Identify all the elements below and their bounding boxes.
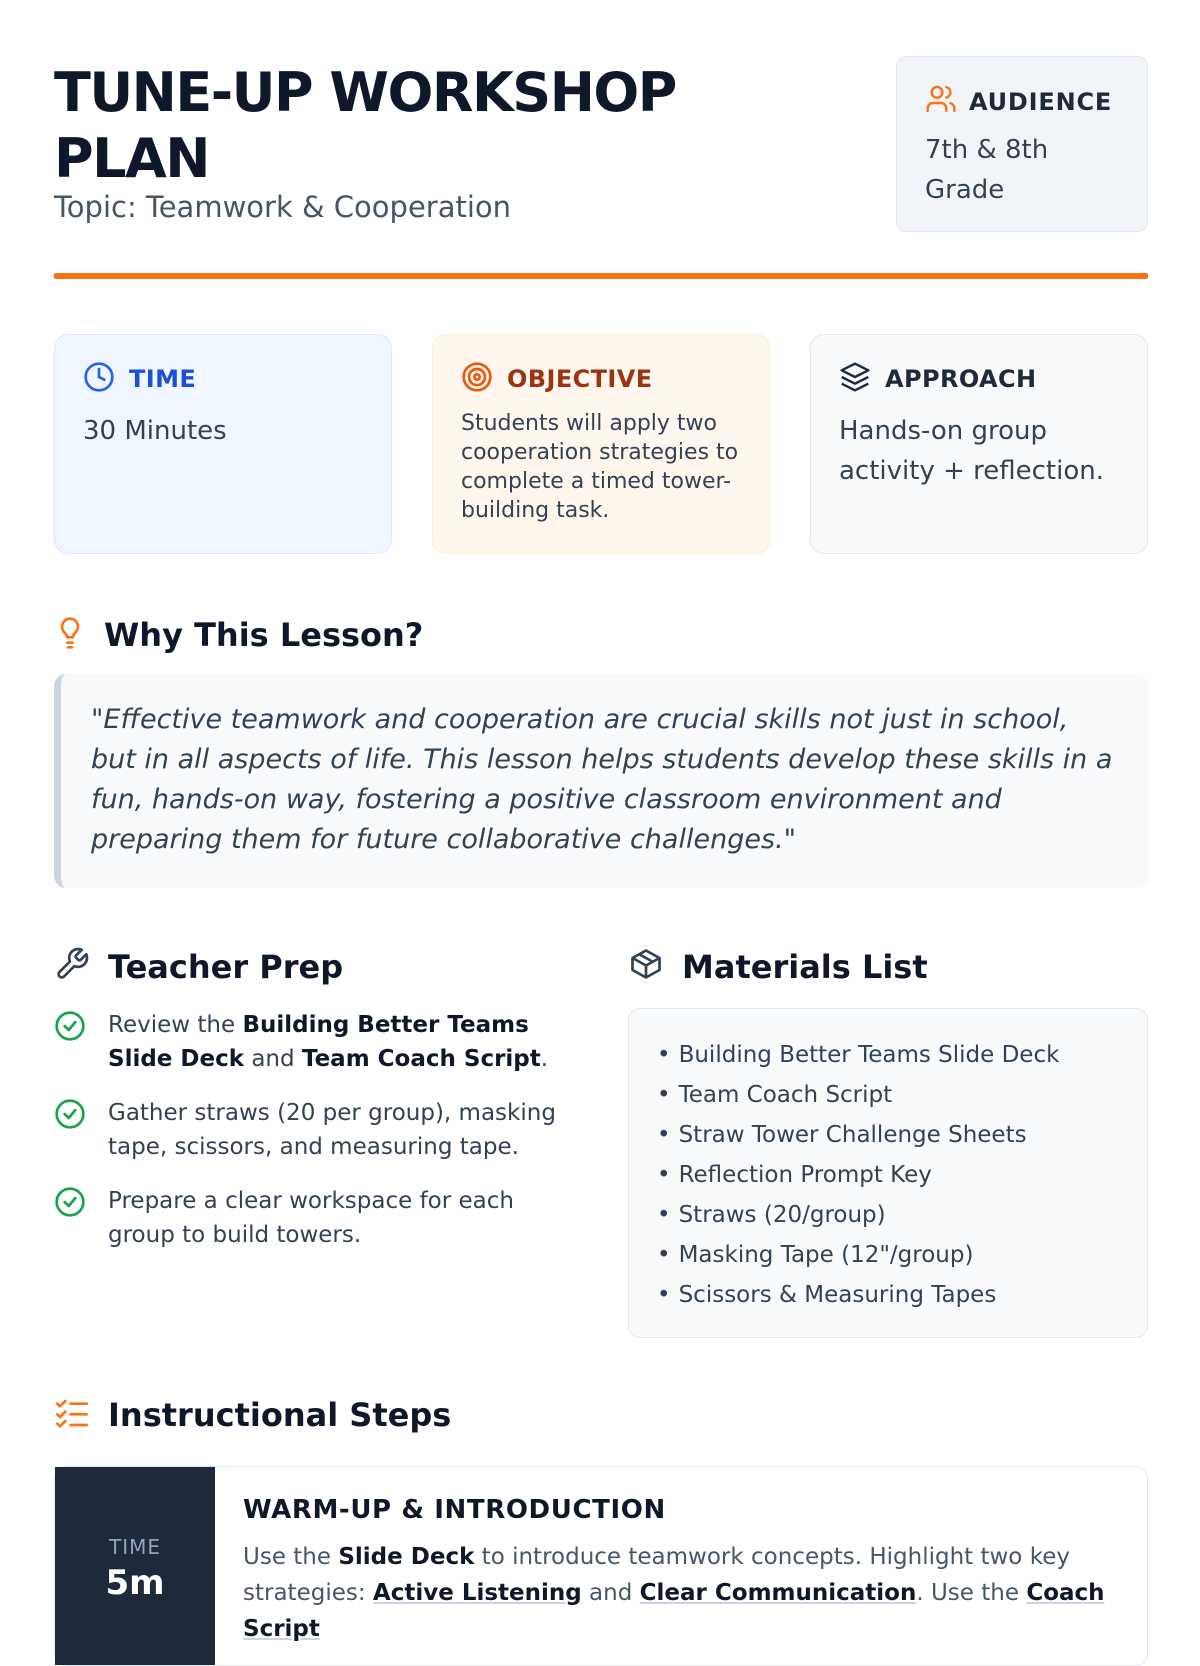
objective-card bbox=[432, 334, 770, 554]
approach-label: APPROACH bbox=[885, 365, 1037, 393]
lightbulb-icon bbox=[54, 612, 86, 657]
objective-value: Students will apply two cooperation strategies to complete a timed tower-building task. bbox=[461, 411, 739, 523]
materials-title: Materials List bbox=[682, 947, 928, 986]
materials-box bbox=[628, 1008, 1148, 1338]
time-card bbox=[54, 334, 392, 554]
time-value: 30 Minutes bbox=[83, 416, 227, 446]
prep-item-text: Gather straws (20 per group), masking tape, scissors, and measuring tape. bbox=[108, 1100, 556, 1160]
step-time-value: 5m bbox=[105, 1563, 165, 1603]
prep-item-text: Review the Building Better Teams Slide Deck and Team Coach Script. bbox=[108, 1012, 549, 1072]
audience-value: 7th & 8th Grade bbox=[925, 135, 1049, 205]
step-body bbox=[243, 1495, 1119, 1647]
why-title: Why This Lesson? bbox=[104, 615, 424, 654]
step-title: WARM-UP & INTRODUCTION bbox=[243, 1495, 666, 1525]
why-quote bbox=[54, 674, 1148, 888]
time-label: TIME bbox=[129, 365, 197, 393]
material-item: • Reflection Prompt Key bbox=[657, 1155, 1119, 1195]
step-time-label: TIME bbox=[108, 1535, 161, 1559]
layers-icon bbox=[839, 361, 871, 398]
header-divider bbox=[54, 273, 1148, 279]
prep-item bbox=[54, 1184, 574, 1252]
prep-item bbox=[54, 1096, 574, 1164]
why-section-heading bbox=[54, 612, 423, 657]
header bbox=[54, 56, 1148, 236]
prep-section-heading bbox=[54, 946, 343, 987]
quote-text: "Effective teamwork and cooperation are crucial skills not just in school, but in all aspects of life. This lesson helps students develop these skills in a fun, hands-on way, fostering a positive classroom environment and preparing them for future collaborative challenges." bbox=[91, 704, 1113, 855]
material-item: • Straw Tower Challenge Sheets bbox=[657, 1115, 1119, 1155]
users-icon bbox=[925, 83, 957, 120]
page-title: TUNE-UP WORKSHOP PLAN bbox=[54, 61, 676, 190]
material-item: • Scissors & Measuring Tapes bbox=[657, 1275, 1119, 1315]
material-item: • Building Better Teams Slide Deck bbox=[657, 1035, 1119, 1075]
material-item: • Masking Tape (12"/group) bbox=[657, 1235, 1119, 1275]
target-icon bbox=[461, 361, 493, 398]
step-time-block bbox=[55, 1467, 215, 1665]
steps-section-heading bbox=[54, 1396, 451, 1434]
audience-label: AUDIENCE bbox=[969, 87, 1113, 116]
objective-label: OBJECTIVE bbox=[507, 365, 653, 393]
prep-item-text: Prepare a clear workspace for each group to build towers. bbox=[108, 1188, 514, 1248]
check-circle-icon bbox=[54, 1010, 86, 1076]
package-icon bbox=[628, 946, 664, 987]
list-checks-icon bbox=[54, 1397, 90, 1434]
page-subtitle: Topic: Teamwork & Cooperation bbox=[54, 190, 512, 224]
step-card bbox=[54, 1466, 1148, 1666]
check-circle-icon bbox=[54, 1186, 86, 1252]
steps-title: Instructional Steps bbox=[108, 1396, 452, 1434]
approach-card bbox=[810, 334, 1148, 554]
prep-item bbox=[54, 1008, 574, 1076]
materials-section-heading bbox=[628, 946, 928, 987]
material-item: • Straws (20/group) bbox=[657, 1195, 1119, 1235]
info-cards bbox=[54, 334, 1148, 554]
materials-list bbox=[657, 1035, 1119, 1315]
prep-title: Teacher Prep bbox=[108, 947, 344, 986]
step-description: Use the Slide Deck to introduce teamwork concepts. Highlight two key strategies: Active Listening and Clear Communication. Use the Coach Script bbox=[243, 1544, 1105, 1642]
clock-icon bbox=[83, 361, 115, 398]
check-circle-icon bbox=[54, 1098, 86, 1164]
material-item: • Team Coach Script bbox=[657, 1075, 1119, 1115]
approach-value: Hands-on group activity + reflection. bbox=[839, 416, 1105, 486]
prep-list bbox=[54, 1008, 574, 1272]
wrench-icon bbox=[54, 946, 90, 987]
audience-card bbox=[896, 56, 1148, 232]
